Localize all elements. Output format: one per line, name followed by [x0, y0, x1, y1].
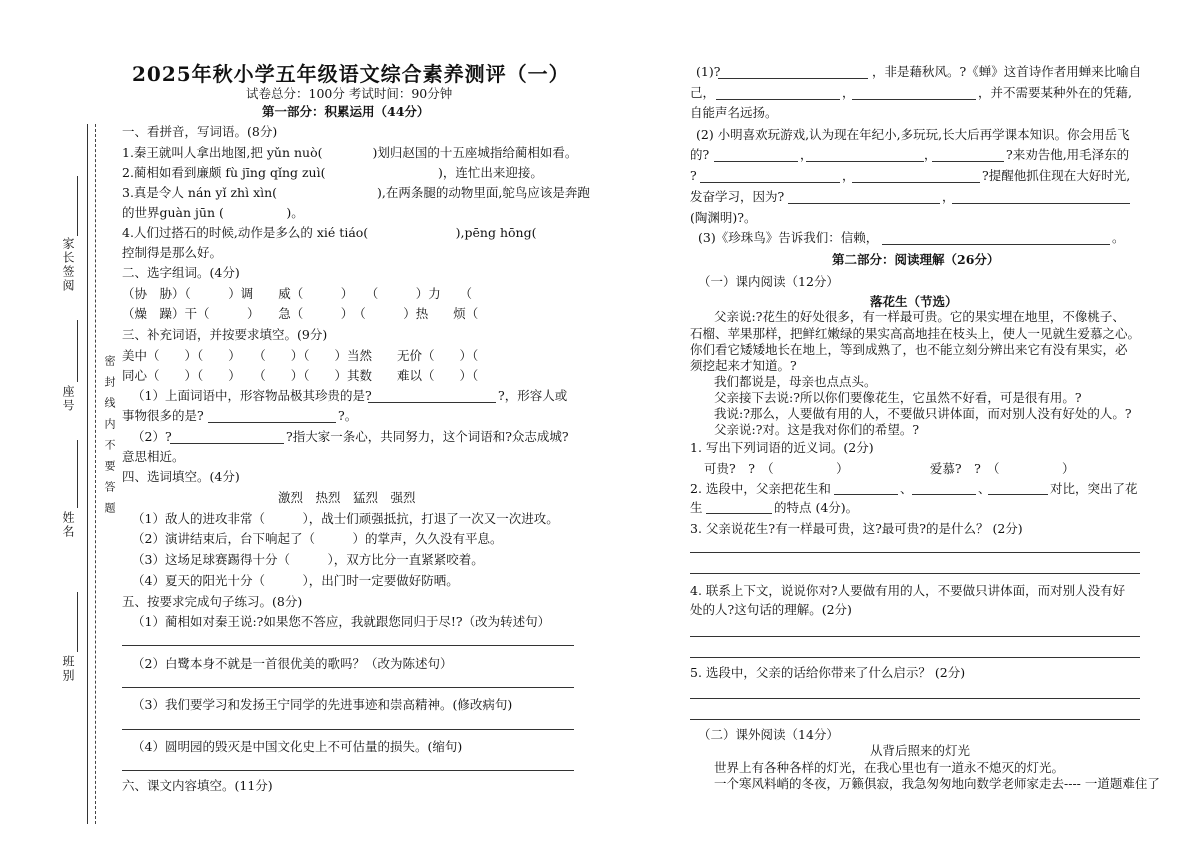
passage-title: 落花生（节选） [870, 294, 958, 309]
sec6-l2a: 己， [690, 85, 716, 100]
sec6-l2b: ， [842, 85, 855, 100]
sec6-blank-7[interactable] [700, 182, 840, 183]
reading-q2-blank-4[interactable] [706, 513, 772, 514]
sec6-l1b: ，非是藉秋风。?《蝉》这首诗作者用蝉来比喻自 [872, 64, 1142, 79]
reading-q4a: 4. 联系上下文，说说你对?人要做有用的人，不要做只讲体面，而对别人没有好 [690, 583, 1126, 598]
sec6-l5b: ， [800, 147, 813, 162]
sec6-l9b: 。 [1112, 230, 1125, 245]
sec6-l1a: (1)? [696, 64, 721, 79]
reading-q2e: 生 [690, 500, 703, 515]
sec6-blank-9[interactable] [788, 203, 940, 204]
sec2-heading: 二、选字组词。(4分) [122, 265, 240, 280]
sec3-q1a: （1）上面词语中，形容物品极其珍贵的是? [132, 388, 372, 403]
sec3-q2-blank[interactable] [170, 443, 284, 444]
sec4-heading: 四、选词填空。(4分) [122, 469, 240, 484]
passage-p3: 你们看它矮矮地长在地上，等到成熟了，也不能立刻分辨出来它有没有果实，必 [690, 342, 1128, 357]
sec5-q3-answer-line[interactable] [122, 729, 574, 730]
sec6-blank-11[interactable] [882, 244, 1110, 245]
part2-sub2: （二）课外阅读（14分） [698, 727, 839, 742]
parent-sign-label: 家长签阅 [61, 237, 75, 293]
sec6-blank-4[interactable] [714, 161, 798, 162]
sec5-q4-answer-line[interactable] [122, 770, 574, 771]
sec3-row2[interactable]: 同心（ ）（ ） （ ）（ ）其数 难以（ ）（ [122, 368, 479, 383]
sec3-q1-blank1[interactable] [368, 402, 496, 403]
sec5-q1-answer-line[interactable] [122, 645, 574, 646]
sec1-heading: 一、看拼音，写词语。(8分) [122, 124, 278, 139]
sec6-l4: (2) 小明喜欢玩游戏,认为现在年纪小,多玩玩,长大后再学课本知识。你会用岳飞 [696, 127, 1130, 142]
sec3-q1d: ?。 [338, 408, 358, 423]
sec6-blank-6[interactable] [932, 161, 1004, 162]
sec3-q1-blank2[interactable] [208, 422, 336, 423]
reading-q1: 1. 写出下列词语的近义词。(2分) [690, 440, 874, 455]
part2-heading: 第二部分：阅读理解（26分） [832, 252, 1000, 267]
passage-p1: 父亲说:?花生的好处很多，有一样最可贵。它的果实埋在地里，不像桃子、 [714, 309, 1125, 324]
reading-q3-line-1[interactable] [690, 552, 1140, 553]
sec4-word-bank: 激烈 热烈 猛烈 强烈 [278, 490, 416, 505]
sec6-l2c: ，并不需要某种外在的凭藉, [978, 85, 1132, 100]
sec6-heading: 六、课文内容填空。(11分) [122, 778, 273, 793]
sec4-q4[interactable]: （4）夏天的阳光十分（ ），出门时一定要做好防晒。 [132, 573, 459, 588]
sec6-l5d: ?来劝告他,用毛泽东的 [1006, 147, 1130, 162]
passage2-title: 从背后照来的灯光 [870, 743, 971, 758]
passage-p7: 我说:?那么，人要做有用的人，不要做只讲体面，而对别人没有好处的人。? [714, 406, 1132, 421]
sec6-blank-3[interactable] [852, 99, 976, 100]
name-label: 姓名 [61, 511, 75, 539]
sec2-row1[interactable]: （协 胁）（ ）调 威（ ） （ ）力 （ [122, 286, 473, 301]
part2-sub1: （一）课内阅读（12分） [698, 274, 839, 289]
exam-meta: 试卷总分：100分 考试时间：90分钟 [246, 86, 453, 101]
reading-q2f: 的特点 (4分)。 [774, 500, 859, 515]
sec5-heading: 五、按要求完成句子练习。(8分) [122, 594, 303, 609]
sec4-q2[interactable]: （2）演讲结束后，台下响起了（ ）的掌声，久久没有平息。 [132, 531, 503, 546]
sec6-l5c: ， [924, 147, 937, 162]
passage-p5: 我们都说是，母亲也点点头。 [714, 374, 877, 389]
sec1-q4b: 控制得是那么好。 [122, 245, 223, 260]
sec1-q3b[interactable]: 的世界guàn jūn ( )。 [122, 205, 304, 220]
sec4-q1[interactable]: （1）敌人的进攻非常（ ），战士们顽强抵抗，打退了一次又一次进攻。 [132, 511, 559, 526]
sec3-q2c: 意思相近。 [122, 449, 185, 464]
reading-q3: 3. 父亲说花生?有一样最可贵，这?最可贵?的是什么？ (2分) [690, 521, 1023, 536]
sec6-l6b: ， [842, 168, 855, 183]
passage-p8: 父亲说:?对。这是我对你们的希望。? [714, 422, 920, 437]
exam-title: 2025年秋小学五年级语文综合素养测评（一） [132, 62, 570, 86]
reading-q2-blank-2[interactable] [912, 494, 976, 495]
reading-q2a: 2. 选段中，父亲把花生和 [690, 481, 831, 496]
reading-q2d: 对比，突出了花 [1050, 481, 1138, 496]
sec6-l6c: ?提醒他抓住现在大好时光, [982, 168, 1131, 183]
sec6-blank-10[interactable] [952, 203, 1130, 204]
sec6-blank-1[interactable] [718, 78, 868, 79]
passage2-e2: 一个寒风料峭的冬夜，万籁俱寂，我急匆匆地向数学老师家走去---- 一道题难住了 [714, 776, 1160, 791]
class-field[interactable] [77, 592, 78, 652]
name-field[interactable] [77, 440, 78, 508]
reading-q4b: 处的人?这句话的理解。(2分) [690, 602, 852, 617]
class-label: 班别 [61, 655, 75, 683]
sec6-l7a: 发奋学习，因为? [690, 189, 785, 204]
seal-dashed-line [95, 124, 96, 824]
passage-p6: 父亲接下去说:?所以你们要像花生，它虽然不好看，可是很有用。? [714, 390, 1082, 405]
reading-q2-blank-3[interactable] [988, 494, 1048, 495]
sec1-q2[interactable]: 2.蔺相如看到廉颇 fù jīng qǐng zuì( )，连忙出来迎接。 [122, 165, 543, 180]
sec5-q4: （4）圆明园的毁灭是中国文化史上不可估量的损失。(缩句) [132, 739, 463, 754]
sec6-blank-5[interactable] [806, 161, 924, 162]
sec6-l3: 自能声名远扬。 [690, 105, 778, 120]
sec3-q1b: ?，形容人或 [498, 388, 568, 403]
reading-q2c: 、 [978, 481, 991, 496]
sec3-heading: 三、补充词语，并按要求填空。(9分) [122, 327, 328, 342]
reading-q4-line-2[interactable] [690, 657, 1140, 658]
sec4-q3[interactable]: （3）这场足球赛踢得十分（ ），双方比分一直紧紧咬着。 [132, 552, 484, 567]
reading-q3-line-2[interactable] [690, 573, 1140, 574]
sec6-l6a: ? [690, 168, 697, 183]
part1-heading: 第一部分：积累运用（44分） [262, 104, 430, 119]
passage2-e1: 世界上有各种各样的灯光，在我心里也有一道永不熄灭的灯光。 [714, 760, 1065, 775]
seat-label: 座号 [61, 385, 75, 413]
sec1-q3a[interactable]: 3.真是令人 nán yǐ zhì xìn( ),在两条腿的动物里面,鸵鸟应该是奔跑 [122, 185, 590, 200]
sec6-blank-2[interactable] [716, 99, 840, 100]
sec6-blank-8[interactable] [852, 182, 980, 183]
sec3-q1c: 事物很多的是? [122, 408, 204, 423]
sec3-q2b: ?指大家一条心，共同努力，这个词语和?众志成城? [286, 429, 569, 444]
reading-q1-items[interactable]: 可贵? ? （ ） 爱慕? ? （ ） [704, 461, 1075, 476]
sec3-row1[interactable]: 美中（ ）（ ） （ ）（ ）当然 无价（ ）（ [122, 348, 479, 363]
binding-line [87, 124, 88, 824]
sec6-l5a: 的? [690, 147, 710, 162]
sec5-q2: （2）白鹭本身不就是一首很优美的歌吗？（改为陈述句） [132, 656, 453, 671]
reading-q5-line-1[interactable] [690, 698, 1140, 699]
sec5-q2-answer-line[interactable] [122, 687, 574, 688]
sec3-q2a: （2）? [132, 429, 172, 444]
sec6-l7b: ， [942, 189, 955, 204]
sec5-q3: （3）我们要学习和发扬王宁同学的先进事迹和崇高精神。(修改病句) [132, 697, 513, 712]
sec1-q4a[interactable]: 4.人们过搭石的时候,动作是多么的 xié tiáo( ),pēng hōng( [122, 225, 537, 240]
sec1-q1[interactable]: 1.秦王就叫人拿出地图,把 yǔn nuò( )划归赵国的十五座城指给蔺相如看。 [122, 145, 578, 160]
parent-sign-field[interactable] [77, 176, 78, 236]
sec5-q1: （1）蔺相如对秦王说:?如果您不答应，我就跟您同归于尽!?（改为转述句） [132, 614, 551, 629]
reading-q4-line-1[interactable] [690, 636, 1140, 637]
passage-p4: 须挖起来才知道。? [690, 358, 797, 373]
sec6-l9a: (3)《珍珠鸟》告诉我们：信赖， [698, 230, 879, 245]
reading-q5-line-2[interactable] [690, 719, 1140, 720]
seat-field[interactable] [77, 320, 78, 382]
seal-notice: 密封线内不要答题 [103, 355, 116, 523]
reading-q5: 5. 选段中，父亲的话给你带来了什么启示？ (2分) [690, 665, 966, 680]
passage-p2: 石榴、苹果那样，把鲜红嫩绿的果实高高地挂在枝头上，使人一见就生爱慕之心。 [690, 326, 1141, 341]
sec6-l8: (陶渊明)?。 [690, 210, 757, 225]
reading-q2b: 、 [900, 481, 913, 496]
sec2-row2[interactable]: （燥 躁）干（ ） 急（ ） （ ）热 烦（ [122, 306, 479, 321]
reading-q2-blank-1[interactable] [834, 494, 898, 495]
